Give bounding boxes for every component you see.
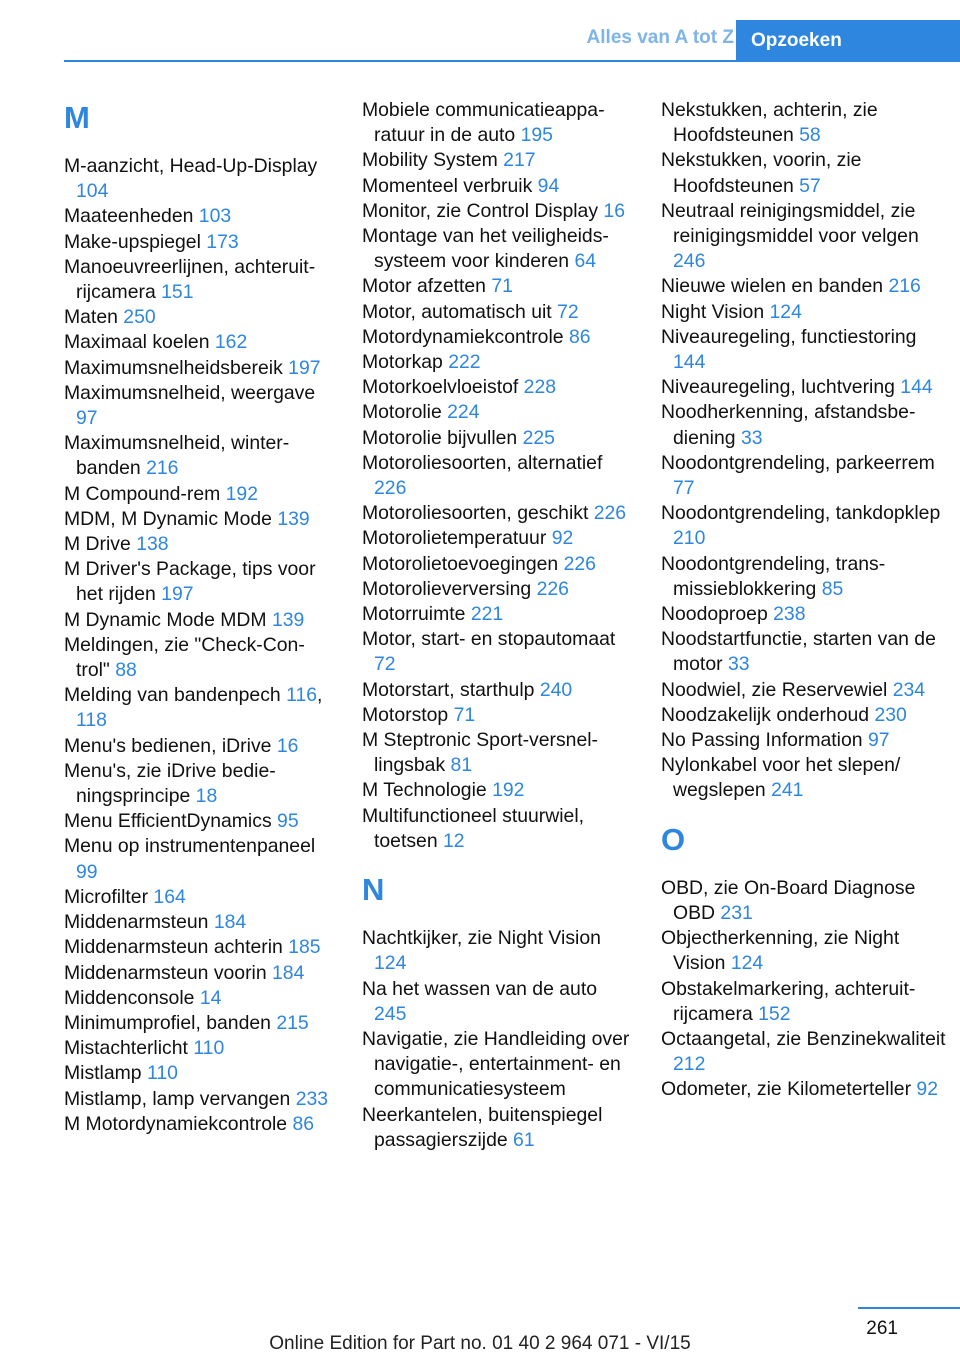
- page-reference-link[interactable]: 144: [900, 376, 933, 399]
- index-term: No Passing Information: [661, 729, 868, 752]
- index-entry: [362, 451, 630, 501]
- index-term: M Steptronic Sport-versnellingsbak: [362, 729, 599, 777]
- index-entry: [661, 451, 951, 501]
- index-entry: [362, 400, 630, 425]
- index-entry: [64, 633, 332, 683]
- index-term: Minimumprofiel, banden: [64, 1011, 277, 1034]
- index-entry: [661, 274, 951, 299]
- index-entry: [362, 627, 630, 677]
- index-term: Mistachterlicht: [64, 1037, 194, 1060]
- footer-edition: Online Edition for Part no. 01 40 2 964 071 - VI/15: [269, 1333, 691, 1354]
- index-entry: [64, 834, 332, 884]
- page-reference-link[interactable]: 197: [161, 583, 194, 606]
- page-reference-link[interactable]: 173: [206, 230, 239, 253]
- index-term: Nylonkabel voor het slepen/ wegslepen: [661, 754, 901, 802]
- index-entry: [64, 532, 332, 557]
- index-entry: [661, 602, 951, 627]
- index-column-3: [661, 98, 951, 1103]
- index-term: M Motordynamiekcontrole: [64, 1112, 293, 1135]
- index-column-1: [64, 98, 332, 1137]
- index-term: Niveauregeling, functiestoring: [661, 325, 917, 348]
- index-entry: [362, 375, 630, 400]
- index-entry: [661, 678, 951, 703]
- index-term: Mobiele communicatieapparatuur in de auto: [362, 99, 605, 147]
- index-term: Maten: [64, 306, 124, 329]
- index-term: Mistlamp, lamp vervangen: [64, 1087, 296, 1110]
- index-entry: [362, 728, 630, 778]
- index-term: Nekstukken, voorin, zie Hoofdsteunen: [661, 149, 862, 197]
- page-reference-link[interactable]: 88: [115, 659, 137, 682]
- index-term: Monitor, zie Control Display: [362, 199, 604, 222]
- index-entry: [64, 885, 332, 910]
- index-term: Montage van het veiligheidssysteem voor kinderen: [362, 225, 609, 273]
- index-term: Noodoproep: [661, 603, 774, 626]
- index-entry: [64, 1087, 332, 1112]
- index-term: Menu's, zie iDrive bedieningsprincipe: [64, 759, 276, 808]
- page-reference-link[interactable]: 197: [288, 356, 321, 379]
- index-term: Multifunctioneel stuurwiel, toetsen: [362, 804, 585, 852]
- index-entry: [661, 977, 951, 1027]
- index-entry: [362, 426, 630, 451]
- page-reference-link[interactable]: 124: [374, 952, 407, 975]
- page-reference-link[interactable]: 103: [198, 205, 232, 228]
- index-term: Noodherkenning, afstandsbediening: [661, 401, 916, 449]
- index-term: M Drive: [64, 533, 137, 556]
- page-reference-link[interactable]: 250: [123, 306, 156, 329]
- index-term: Menu EfficientDynamics: [64, 810, 278, 833]
- index-term: MDM, M Dynamic Mode: [64, 507, 278, 530]
- page-reference-link[interactable]: 124: [730, 952, 764, 975]
- index-term: Nachtkijker, zie Night Vision: [362, 927, 601, 950]
- page-reference-link[interactable]: 246: [673, 250, 706, 273]
- footer-rule: [858, 1307, 960, 1309]
- index-term: Nekstukken, achterin, zie Hoofdsteunen: [661, 99, 878, 147]
- index-term: Motor, start- en stopautomaat: [362, 628, 616, 651]
- index-letter-heading: M: [64, 100, 90, 135]
- page-reference-link[interactable]: 72: [557, 300, 579, 323]
- page-reference-link[interactable]: 33: [727, 653, 750, 676]
- index-term: Motordynamiekcontrole: [362, 325, 569, 348]
- index-term: Motorruimte: [362, 603, 471, 626]
- index-entry: [64, 557, 332, 607]
- index-term: M Dynamic Mode MDM: [64, 608, 272, 631]
- page-reference-link[interactable]: 192: [492, 779, 525, 802]
- page-reference-link[interactable]: 139: [271, 608, 305, 631]
- page-reference-link[interactable]: 195: [520, 124, 553, 147]
- page-reference-link[interactable]: 85: [821, 577, 844, 600]
- index-entry: [362, 577, 630, 602]
- index-entry: [362, 602, 630, 627]
- index-term: Make-upspiegel: [64, 230, 207, 253]
- page-reference-link[interactable]: 222: [448, 351, 481, 374]
- index-entry: [661, 703, 951, 728]
- page-reference-link[interactable]: 14: [199, 986, 222, 1009]
- page-reference-link[interactable]: 152: [758, 1002, 791, 1025]
- index-term: Middenconsole: [64, 986, 200, 1009]
- header-rule: [64, 60, 960, 62]
- page-reference-link[interactable]: 118: [76, 709, 107, 732]
- index-term: OBD, zie On-Board Diagnose OBD: [661, 876, 916, 924]
- page-reference-link[interactable]: 234: [892, 678, 926, 701]
- page-reference-link[interactable]: 144: [673, 351, 706, 374]
- index-entry: [64, 1036, 332, 1061]
- index-term: M Technologie: [362, 779, 493, 802]
- page-reference-link[interactable]: 224: [447, 401, 480, 424]
- page-reference-link[interactable]: 240: [539, 678, 573, 701]
- index-term: Motorolie bijvullen: [362, 426, 523, 449]
- index-term: M-aanzicht, Head-Up-Display: [64, 155, 318, 177]
- index-entry: [362, 552, 630, 577]
- index-term: Middenarmsteun achterin: [64, 936, 289, 959]
- page-reference-link[interactable]: 185: [288, 936, 321, 959]
- index-term: Objectherkenning, zie Night Vision: [661, 927, 900, 975]
- index-entry: [64, 986, 332, 1011]
- page-reference-link[interactable]: 184: [272, 961, 305, 984]
- index-entry: [362, 703, 630, 728]
- index-column-2: [362, 98, 630, 1153]
- page-reference-link[interactable]: 192: [225, 482, 258, 505]
- index-term: Night Vision: [661, 300, 770, 323]
- page-reference-link[interactable]: 61: [513, 1128, 535, 1151]
- index-entry: [661, 876, 951, 926]
- page-reference-link[interactable]: 12: [443, 829, 465, 852]
- page-reference-link[interactable]: 97: [76, 407, 98, 430]
- page-reference-link[interactable]: 226: [563, 552, 596, 575]
- index-entry: [64, 1011, 332, 1036]
- page-reference-link[interactable]: 64: [574, 250, 597, 273]
- page-reference-link[interactable]: 217: [503, 149, 536, 172]
- index-entry: [64, 255, 332, 305]
- index-entry: [661, 199, 951, 275]
- page-reference-link[interactable]: 225: [522, 426, 555, 449]
- index-term: M Compound-rem: [64, 482, 226, 505]
- page-reference-link[interactable]: 33: [740, 426, 763, 449]
- index-entry: [661, 400, 951, 450]
- index-entry: [64, 961, 332, 986]
- index-entry: [64, 759, 332, 809]
- index-term: Obstakelmarkering, achteruitrijcamera: [661, 977, 916, 1025]
- header-section-title: Alles van A tot Z: [586, 27, 734, 48]
- index-term: Motorolietemperatuur: [362, 527, 552, 550]
- page-reference-link[interactable]: 216: [146, 457, 179, 480]
- index-entry: [362, 926, 630, 976]
- index-term: Nieuwe wielen en banden: [661, 275, 889, 298]
- page-reference-link[interactable]: 57: [799, 174, 821, 197]
- index-entry: [362, 1103, 630, 1153]
- index-term: Noodzakelijk onderhoud: [661, 703, 875, 726]
- index-entry: [64, 305, 332, 330]
- index-entry: [661, 148, 951, 198]
- index-term: Maximumsnelheid, weergave: [64, 381, 316, 404]
- page-reference-link[interactable]: 230: [874, 703, 907, 726]
- index-entry: [661, 926, 951, 976]
- index-term: Maximaal koelen: [64, 331, 215, 354]
- index-entry: [64, 356, 332, 381]
- page-reference-link[interactable]: 245: [374, 1002, 407, 1025]
- index-term: Na het wassen van de auto: [362, 977, 597, 1000]
- page-reference-link[interactable]: 71: [491, 275, 513, 298]
- page-reference-link[interactable]: 104: [76, 180, 109, 203]
- page-number: 261: [866, 1318, 898, 1339]
- index-entry: [661, 1077, 951, 1102]
- index-term: Middenarmsteun: [64, 911, 214, 934]
- page-reference-link[interactable]: 228: [523, 376, 557, 399]
- index-term: Microfilter: [64, 885, 154, 908]
- index-term: Motorstop: [362, 703, 454, 726]
- page-reference-link[interactable]: 139: [277, 507, 310, 530]
- index-term: Neutraal reinigingsmiddel, zie reinigingsmiddel voor velgen: [661, 199, 919, 248]
- index-entry: [362, 778, 630, 803]
- page-reference-link[interactable]: 95: [277, 810, 299, 833]
- index-term: Neerkantelen, buitenspiegel passagierszijde: [362, 1103, 603, 1151]
- page-reference-link[interactable]: 18: [195, 785, 218, 808]
- index-entry: [362, 325, 630, 350]
- page-reference-link[interactable]: 58: [799, 124, 821, 147]
- page-reference-link[interactable]: 92: [916, 1078, 938, 1101]
- index-entry: [661, 300, 951, 325]
- index-term: Motorstart, starthulp: [362, 678, 540, 701]
- header-tab[interactable]: Opzoeken: [736, 20, 960, 61]
- index-entry: [362, 977, 630, 1027]
- page-reference-link[interactable]: 233: [295, 1087, 329, 1110]
- index-term: M Driver's Package, tips voor het rijden: [64, 558, 316, 606]
- index-entry: [362, 526, 630, 551]
- page-reference-link[interactable]: 215: [276, 1011, 309, 1034]
- page-reference-link[interactable]: 81: [450, 754, 473, 777]
- index-entry: [661, 552, 951, 602]
- page-reference-link[interactable]: 124: [769, 300, 802, 323]
- page-reference-link[interactable]: 97: [867, 729, 890, 752]
- index-entry: [64, 1112, 332, 1137]
- page-reference-link[interactable]: 86: [292, 1112, 315, 1135]
- index-entry: [64, 935, 332, 960]
- index-entry: [64, 431, 332, 481]
- page-reference-link[interactable]: 210: [673, 527, 706, 550]
- index-entry: [362, 804, 630, 854]
- index-term: Octaangetal, zie Benzinekwaliteit: [661, 1027, 946, 1050]
- page-reference-link[interactable]: 99: [76, 860, 98, 883]
- index-term: Melding van bandenpech: [64, 684, 287, 707]
- index-term: Mistlamp: [64, 1062, 147, 1085]
- page-reference-link[interactable]: 110: [146, 1062, 178, 1085]
- page-reference-link[interactable]: 94: [537, 174, 560, 197]
- index-entry: Melding van bandenpech 116, 118: [64, 684, 323, 732]
- page-reference-link[interactable]: 226: [374, 477, 407, 500]
- index-entry: [661, 1027, 951, 1077]
- index-term: Maximumsnelheidsbereik: [64, 356, 289, 379]
- index-term: Navigatie, zie Handleiding over navigatie-, entertainment- en communicatiesysteem: [362, 1027, 630, 1101]
- index-entry: [64, 507, 332, 532]
- index-term: Motorolieverversing: [362, 577, 537, 600]
- index-term: Motorolie: [362, 401, 448, 424]
- page-reference-link[interactable]: 226: [593, 502, 627, 525]
- index-entry: [362, 350, 630, 375]
- index-entry: [64, 482, 332, 507]
- index-term: Motor, automatisch uit: [362, 300, 558, 323]
- index-entry: [362, 148, 630, 173]
- index-term: Momenteel verbruik: [362, 174, 538, 197]
- index-entry: [362, 678, 630, 703]
- page-reference-link[interactable]: 86: [568, 325, 591, 348]
- index-entry: [661, 98, 951, 148]
- page-reference-link[interactable]: 71: [453, 703, 476, 726]
- index-term: Meldingen, zie "Check-Control": [64, 633, 305, 682]
- page-reference-link[interactable]: 226: [536, 577, 569, 600]
- index-term: Motoroliesoorten, alternatief: [362, 451, 603, 474]
- index-entry: [64, 1061, 332, 1086]
- index-term: Motor afzetten: [362, 275, 492, 298]
- index-term: Mobility System: [362, 149, 504, 172]
- index-entry: [64, 230, 332, 255]
- index-entry: [661, 325, 951, 375]
- page-reference-link[interactable]: 184: [213, 911, 247, 934]
- page-reference-link[interactable]: 138: [136, 533, 169, 556]
- page-reference-link[interactable]: 216: [888, 275, 921, 298]
- index-term: Manoeuvreerlijnen, achteruitrijcamera: [64, 255, 316, 304]
- index-term: Middenarmsteun voorin: [64, 961, 273, 984]
- page-reference-link[interactable]: 162: [214, 331, 248, 354]
- index-letter-heading: N: [362, 872, 385, 908]
- index-term: Motoroliesoorten, geschikt: [362, 502, 594, 525]
- index-entry: [362, 501, 630, 526]
- index-term: Noodontgrendeling, parkeerrem: [661, 451, 935, 474]
- index-term: Niveauregeling, luchtvering: [661, 376, 901, 399]
- page-reference-link[interactable]: 241: [771, 779, 804, 802]
- index-entry: [64, 809, 332, 834]
- page-reference-link[interactable]: 77: [673, 477, 695, 500]
- page-reference-link[interactable]: 238: [773, 603, 806, 626]
- page-reference-link[interactable]: 212: [673, 1053, 706, 1076]
- index-entry: [362, 174, 630, 199]
- page-reference-link[interactable]: 164: [153, 885, 186, 908]
- index-term: Motorkoelvloeistof: [362, 376, 524, 399]
- index-entry: [362, 224, 630, 274]
- index-entry: [64, 330, 332, 355]
- index-entry: [661, 375, 951, 400]
- index-entry: [362, 98, 630, 148]
- index-term: Motorkap: [362, 351, 449, 374]
- page-reference-link[interactable]: 116: [286, 684, 318, 707]
- index-term: Noodwiel, zie Reservewiel: [661, 678, 893, 701]
- index-entry: [661, 627, 951, 677]
- page-reference-link[interactable]: 110: [193, 1037, 225, 1060]
- index-entry: [362, 300, 630, 325]
- index-entry: [64, 154, 332, 204]
- index-entry: [362, 274, 630, 299]
- index-term: Odometer, zie Kilometerteller: [661, 1078, 917, 1101]
- page-reference-link[interactable]: 151: [161, 281, 194, 304]
- index-term: Menu op instrumentenpaneel: [64, 835, 316, 858]
- index-entry: [64, 204, 332, 229]
- index-term: Menu's bedienen, iDrive: [64, 734, 277, 757]
- index-term: Noodontgrendeling, transmissieblokkering: [661, 552, 886, 600]
- index-term: Maateenheden: [64, 205, 199, 228]
- index-term: Noodstartfunctie, starten van de motor: [661, 628, 936, 676]
- index-term: Maximumsnelheid, winterbanden: [64, 432, 290, 480]
- page-reference-link[interactable]: 16: [276, 734, 299, 757]
- page-reference-link[interactable]: 221: [470, 603, 504, 626]
- index-entry: [661, 501, 951, 551]
- index-entry: [661, 753, 951, 803]
- index-entry: [64, 910, 332, 935]
- index-letter-heading: O: [661, 821, 686, 857]
- index-term: Motorolietoevoegingen: [362, 552, 564, 575]
- index-entry: [362, 1027, 630, 1103]
- page-reference-link[interactable]: 92: [551, 527, 574, 550]
- index-entry: [64, 608, 332, 633]
- index-entry: [661, 728, 951, 753]
- index-entry: [362, 199, 630, 224]
- index-entry: [64, 381, 332, 431]
- page-reference-link[interactable]: 72: [374, 653, 396, 676]
- index-term: Noodontgrendeling, tankdopklep: [661, 502, 941, 525]
- page-reference-link[interactable]: 231: [720, 901, 753, 924]
- index-entry: [64, 734, 332, 759]
- page-reference-link[interactable]: 16: [603, 199, 625, 222]
